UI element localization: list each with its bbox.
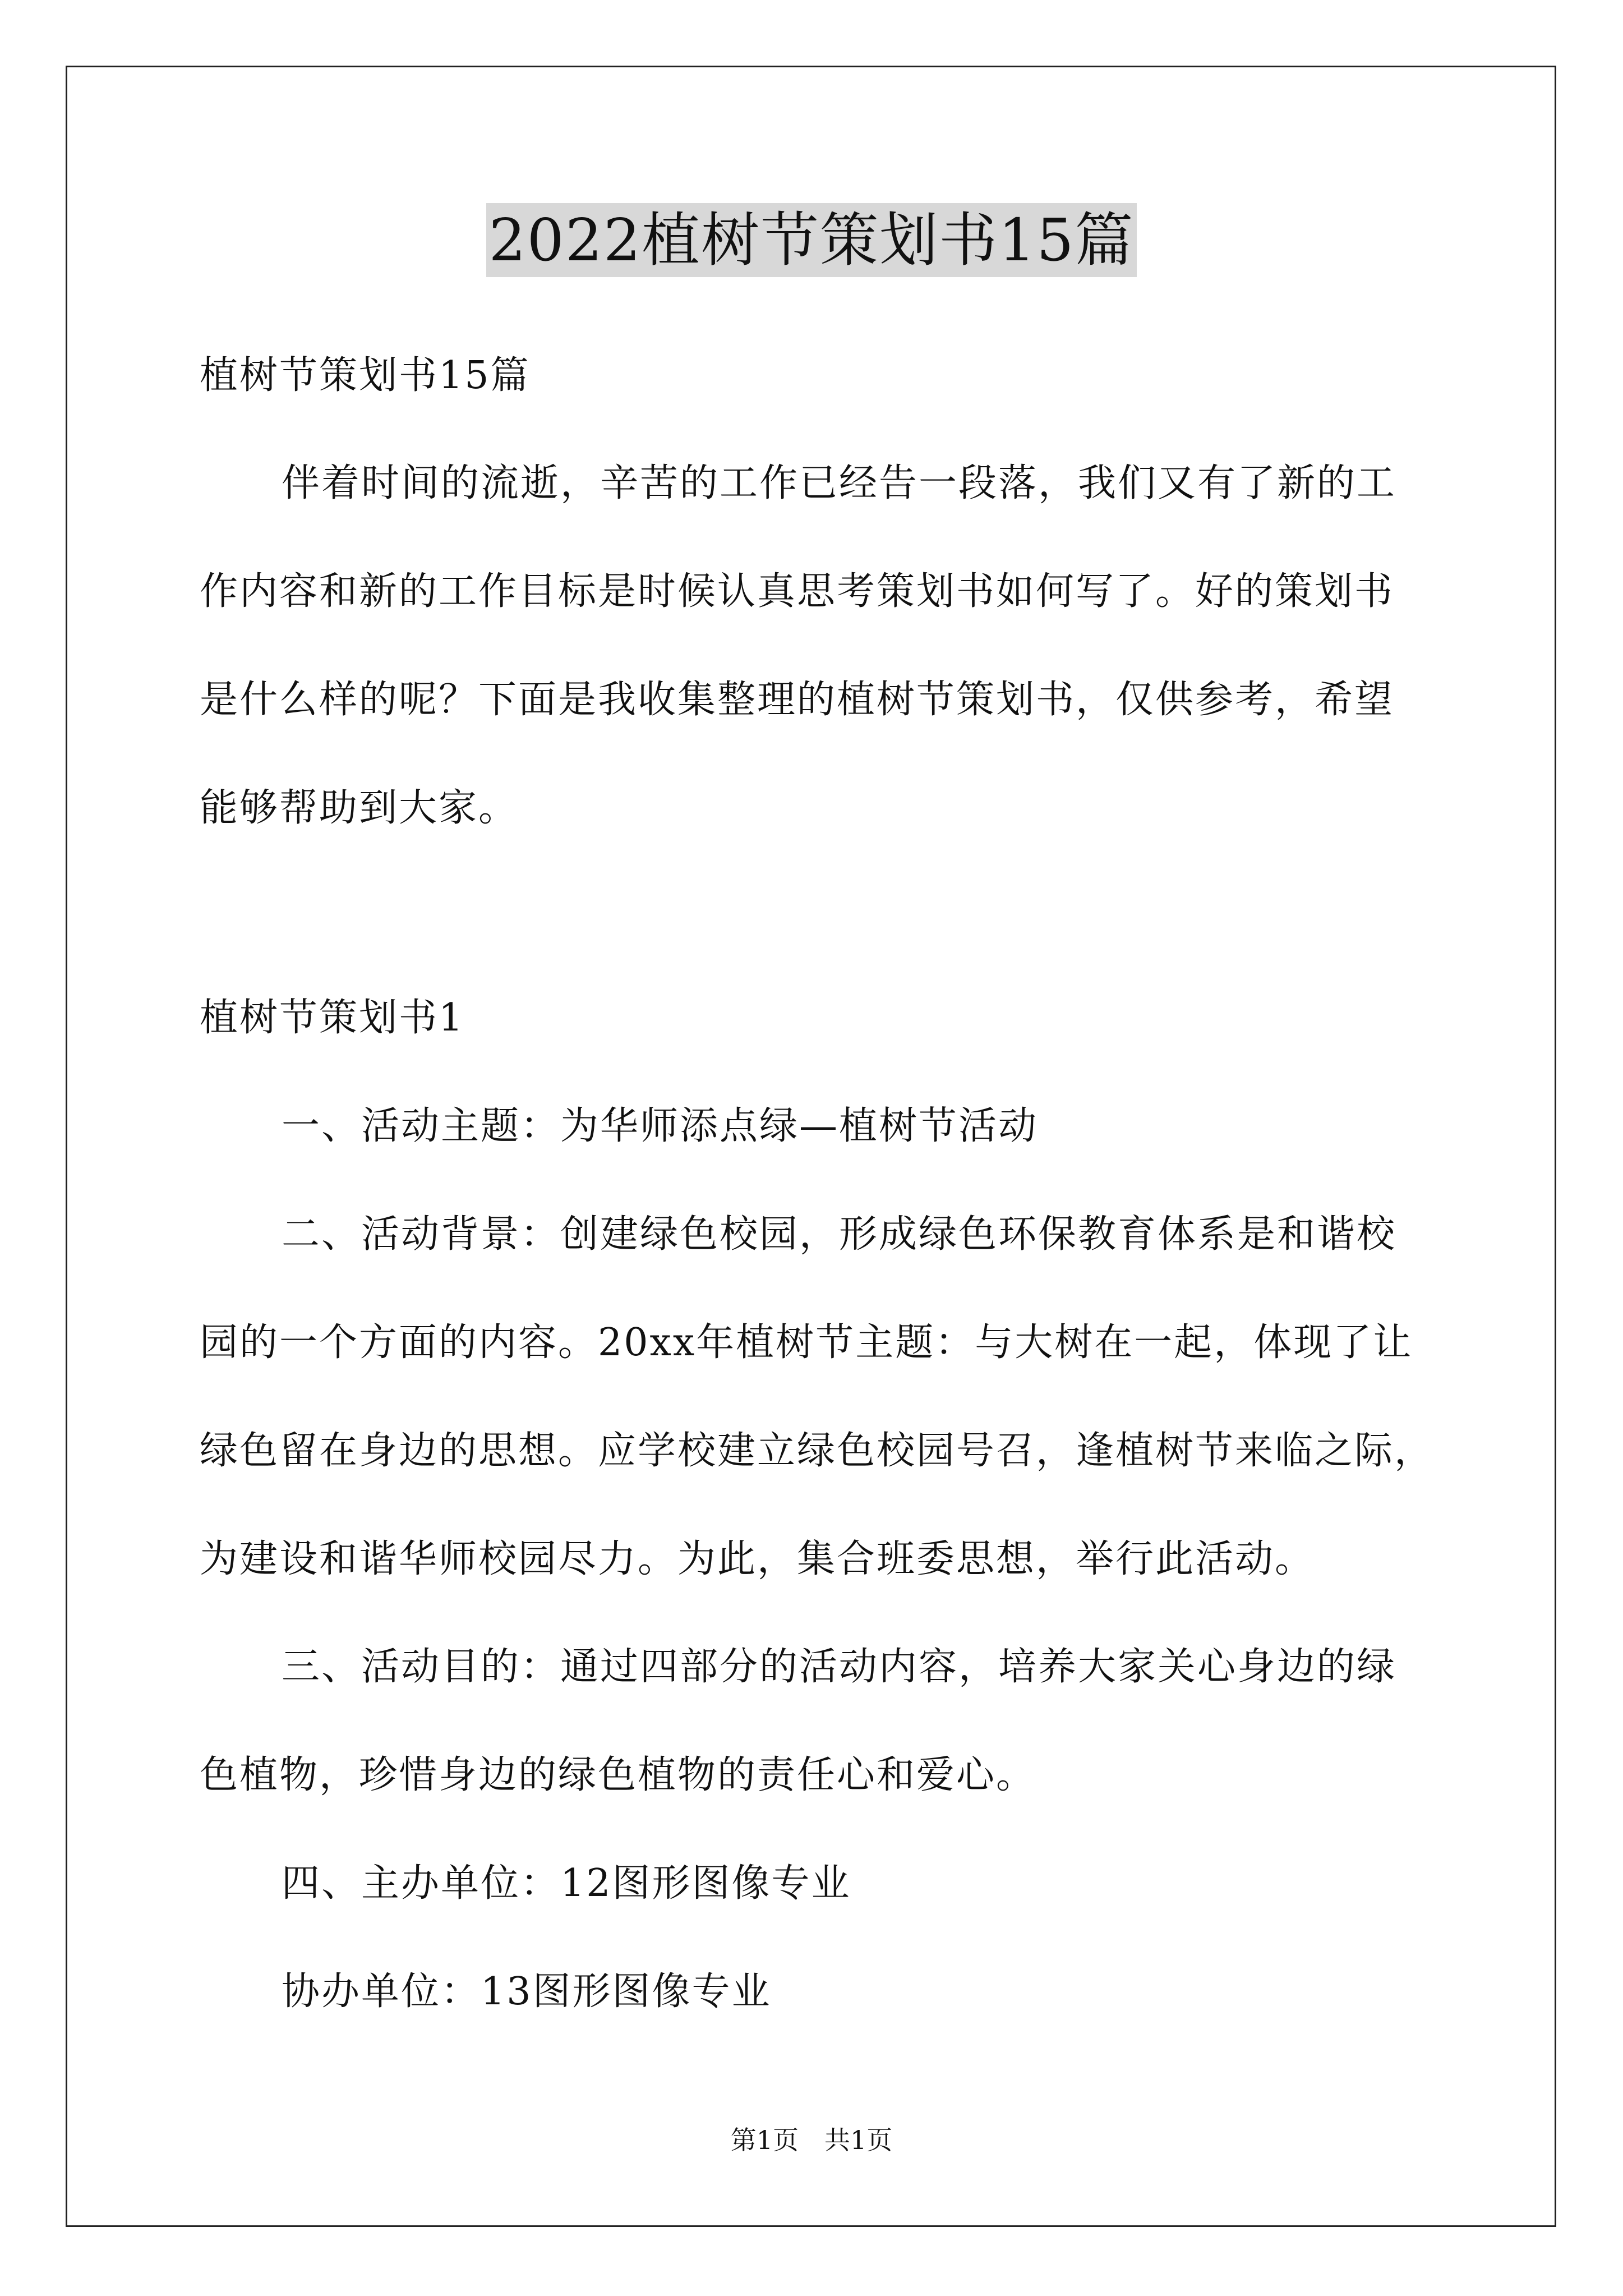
paragraph-line: 四、主办单位：12图形图像专业 — [282, 1861, 851, 1906]
paragraph-line: 三、活动目的：通过四部分的活动内容，培养大家关心身边的绿 — [282, 1645, 1397, 1689]
paragraph-line: 绿色留在身边的思想。应学校建立绿色校园号召，逢植树节来临之际， — [200, 1429, 1435, 1473]
paragraph-line: 园的一个方面的内容。20xx年植树节主题：与大树在一起，体现了让 — [200, 1320, 1413, 1365]
paragraph-line: 一、活动主题：为华师添点绿—植树节活动 — [282, 1104, 1039, 1148]
page-footer: 第1页 共1页 — [730, 2125, 893, 2155]
paragraph-line: 能够帮助到大家。 — [200, 786, 519, 830]
paragraph-line: 二、活动背景：创建绿色校园，形成绿色环保教育体系是和谐校 — [282, 1212, 1397, 1257]
paragraph-line: 作内容和新的工作目标是时候认真思考策划书如何写了。好的策划书 — [200, 569, 1395, 614]
document-title: 2022植树节策划书15篇 — [486, 203, 1136, 277]
paragraph-line: 协办单位：13图形图像专业 — [282, 1970, 772, 2014]
section-heading: 植树节策划书1 — [200, 996, 465, 1040]
title-container — [0, 203, 1623, 277]
subtitle: 植树节策划书15篇 — [200, 353, 531, 398]
paragraph-line: 伴着时间的流逝，辛苦的工作已经告一段落，我们又有了新的工 — [282, 461, 1397, 505]
paragraph-line: 是什么样的呢？下面是我收集整理的植树节策划书，仅供参考，希望 — [200, 678, 1395, 722]
paragraph-line: 色植物，珍惜身边的绿色植物的责任心和爱心。 — [200, 1753, 1036, 1797]
paragraph-line: 为建设和谐华师校园尽力。为此，集合班委思想，举行此活动。 — [200, 1537, 1315, 1581]
